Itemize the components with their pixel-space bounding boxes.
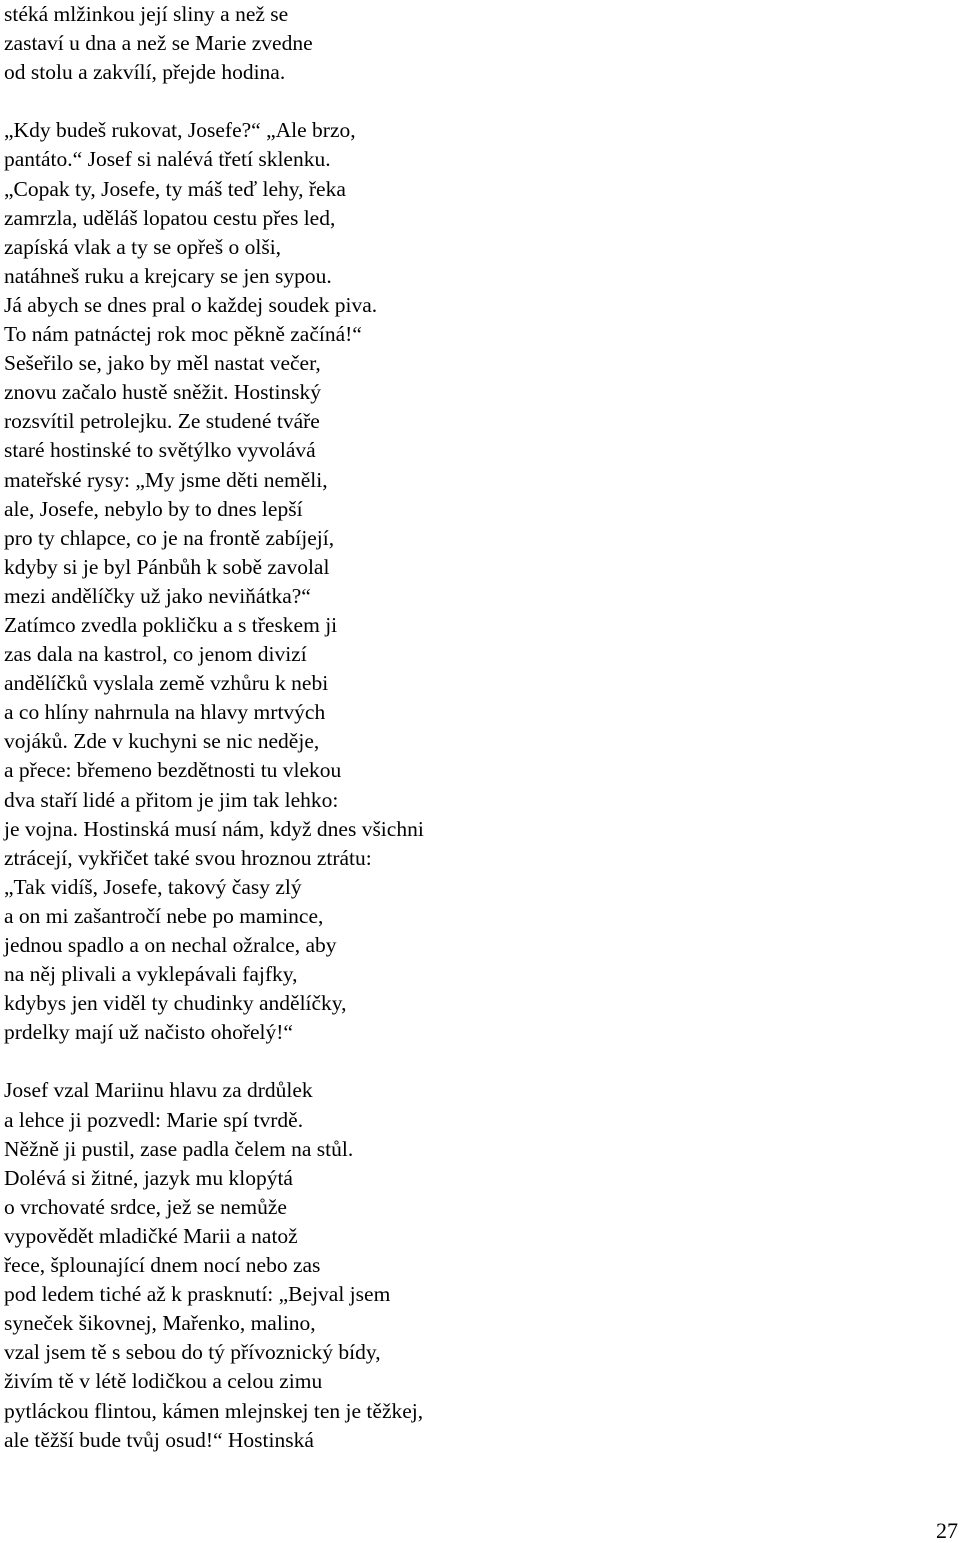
poem-line: mezi andělíčky už jako neviňátka?“ bbox=[4, 583, 311, 608]
poem-line: na něj plivali a vyklepávali fajfky, bbox=[4, 962, 298, 987]
poem-line: jednou spadlo a on nechal ožralce, aby bbox=[4, 933, 337, 957]
poem-line: „Tak vidíš, Josefe, takový časy zlý bbox=[4, 874, 302, 899]
poem-line: a co hlíny nahrnula na hlavy mrtvých bbox=[4, 700, 326, 725]
poem-line: vojáků. Zde v kuchyni se nic neděje, bbox=[4, 729, 320, 754]
poem-line: vypovědět mladičké Marii a natož bbox=[4, 1223, 298, 1248]
poem-line: syneček šikovnej, Mařenko, malino, bbox=[4, 1311, 316, 1336]
poem-line: Sešeřilo se, jako by měl nastat večer, bbox=[4, 351, 321, 376]
poem-line: zamrzla, uděláš lopatou cestu přes led, bbox=[4, 205, 336, 230]
stanza-gap bbox=[4, 1047, 904, 1076]
poem-line: Josef vzal Mariinu hlavu za drdůlek bbox=[4, 1078, 313, 1103]
poem-line: živím tě v létě lodičkou a celou zimu bbox=[4, 1369, 323, 1394]
poem-line: je vojna. Hostinská musí nám, když dnes všichni bbox=[4, 816, 424, 841]
poem-line: o vrchovaté srdce, jež se nemůže bbox=[4, 1194, 287, 1219]
poem-line: Zatímco zvedla pokličku a s třeskem ji bbox=[4, 612, 338, 637]
poem-line: pro ty chlapce, co je na frontě zabíjejí, bbox=[4, 525, 335, 550]
poem-line: Já abych se dnes pral o každej soudek piva. bbox=[4, 292, 378, 317]
poem-line: pytláckou flintou, kámen mlejnskej ten je těžkej, bbox=[4, 1398, 424, 1423]
poem-line: a on mi zašantročí nebe po mamince, bbox=[4, 903, 324, 928]
poem-line: a přece: břemeno bezdětnosti tu vlekou bbox=[4, 758, 342, 783]
poem-line: od stolu a zakvílí, přejde hodina. bbox=[4, 60, 286, 85]
poem-line: kdybys jen viděl ty chudinky andělíčky, bbox=[4, 991, 347, 1016]
poem-line: vzal jsem tě s sebou do tý přívoznický bídy, bbox=[4, 1340, 381, 1365]
poem-line: kdyby si je byl Pánbůh k sobě zavolal bbox=[4, 554, 330, 579]
poem-line: „Kdy budeš rukovat, Josefe?“ „Ale brzo, bbox=[4, 118, 356, 143]
poem-line: řece, šplounající dnem nocí nebo zas bbox=[4, 1253, 321, 1278]
poem-line: rozsvítil petrolejku. Ze studené tváře bbox=[4, 409, 320, 434]
poem-text bbox=[4, 0, 904, 1455]
page-number: 27 bbox=[936, 1518, 958, 1543]
poem-line: „Copak ty, Josefe, ty máš teď lehy, řeka bbox=[4, 176, 346, 201]
poem-line: mateřské rysy: „My jsme děti neměli, bbox=[4, 467, 328, 492]
poem-line: dva staří lidé a přitom je jim tak lehko: bbox=[4, 787, 339, 812]
poem-line: znovu začalo hustě sněžit. Hostinský bbox=[4, 380, 322, 405]
poem-line: andělíčků vyslala země vzhůru k nebi bbox=[4, 671, 329, 696]
poem-line: prdelky mají už načisto ohořelý!“ bbox=[4, 1020, 293, 1045]
poem-line: ale, Josefe, nebylo by to dnes lepší bbox=[4, 496, 303, 521]
poem-line: Dolévá si žitné, jazyk mu klopýtá bbox=[4, 1165, 293, 1190]
poem-line: ale těžší bude tvůj osud!“ Hostinská bbox=[4, 1427, 314, 1452]
poem-line: ztrácejí, vykřičet také svou hroznou ztrátu: bbox=[4, 845, 372, 870]
poem-line: stéká mlžinkou její sliny a než se bbox=[4, 2, 289, 26]
stanza-gap bbox=[4, 87, 904, 116]
poem-line: a lehce ji pozvedl: Marie spí tvrdě. bbox=[4, 1107, 304, 1132]
poem-line: staré hostinské to světýlko vyvolává bbox=[4, 438, 316, 463]
poem-line: pod ledem tiché až k prasknutí: „Bejval jsem bbox=[4, 1282, 391, 1307]
poem-line: natáhneš ruku a krejcary se jen sypou. bbox=[4, 263, 332, 288]
poem-line: zapíská vlak a ty se opřeš o olši, bbox=[4, 234, 282, 259]
poem-line: Něžně ji pustil, zase padla čelem na stůl. bbox=[4, 1136, 354, 1161]
poem-line: zastaví u dna a než se Marie zvedne bbox=[4, 31, 313, 56]
poem-line: To nám patnáctej rok moc pěkně začíná!“ bbox=[4, 322, 362, 347]
poem-line: zas dala na kastrol, co jenom divizí bbox=[4, 642, 307, 667]
poem-line: pantáto.“ Josef si nalévá třetí sklenku. bbox=[4, 147, 331, 172]
